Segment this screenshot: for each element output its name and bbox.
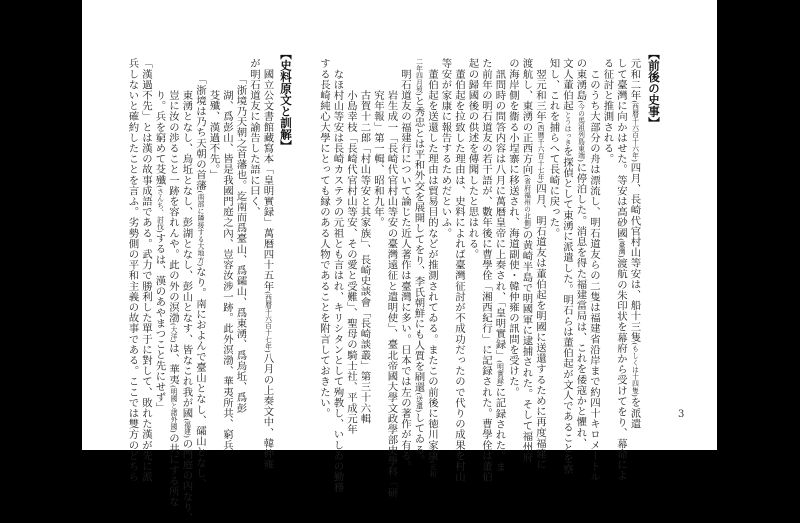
annotation-note: 二年四月歿) — [414, 58, 423, 96]
text-column — [358, 58, 371, 424]
text-run: 翌元和三年 — [534, 58, 546, 122]
text-run: 古賀十二郎「村山等安と其家族」、長崎史談會「長崎談叢」第三十六輯 — [358, 58, 371, 424]
text-column — [153, 58, 166, 413]
text-column — [412, 58, 425, 465]
text-run: り。兵を窮めて芟殲 — [153, 58, 166, 186]
annotation-note: (福建) — [182, 418, 191, 439]
document-page — [82, 0, 717, 523]
text-column — [439, 58, 452, 238]
annotation-note: (省府福州の北側) — [522, 174, 531, 230]
text-column — [180, 58, 193, 523]
text-run: の門庭の內なり、 — [180, 438, 193, 523]
annotation-note: (送還) — [414, 392, 423, 413]
annotation-note: (南部に隣接する大地方) — [196, 190, 204, 267]
text-column — [601, 58, 614, 164]
text-run: 起の歸國後の供述を傳聞したと思はれる。 — [466, 58, 479, 260]
section-heading-source: 【史料原文と訓解】 — [279, 48, 293, 152]
text-column — [126, 58, 139, 482]
text-column — [520, 58, 533, 463]
text-run: 訊問時の問答内容は八月に萬暦皇帝に上奏され、「皇明實録」 — [493, 58, 506, 361]
annotation-note: (西暦千六百十七年) — [536, 121, 544, 184]
text-column — [628, 58, 641, 429]
annotation-note: (今の馬祖列島東端) — [576, 100, 585, 163]
text-run: 文人董伯起 — [561, 58, 573, 111]
text-run: が明石道友に諭告した語に曰く、 — [248, 58, 260, 217]
text-run: 小島幸枝「長崎代官村山等安、その愛と受難」、聖母の騎士社、平成元年 — [345, 58, 357, 435]
text-column — [493, 58, 506, 472]
text-run: 東湧となし、烏坵となし、彭湖となし、彭山となす、皆なこれ我が國 — [180, 58, 193, 419]
text-run: 明石道友の福建行について論じた近人著作は臺灣に多い。日本では左の著作が有る。 — [399, 58, 411, 472]
text-column — [398, 58, 411, 471]
text-column — [234, 58, 247, 413]
text-run: は、華夷 — [167, 342, 179, 386]
text-run: の東湧島 — [574, 58, 587, 101]
text-run: る征討と推測される。 — [601, 58, 614, 164]
text-run: の海岸側を衞る小埕寨に移送され、海道副使・韓仲雍の訊問を受けた。 — [507, 58, 519, 398]
text-run: して臺灣に向かはせた。等安は高砂國 — [615, 58, 627, 239]
text-run: た前年の明石道友の若干語が、數年後に曹學佺「湘西紀行」に記録された。曹學佺は董伯 — [480, 58, 492, 482]
annotation-note: (西暦千六百十六年) — [630, 100, 639, 163]
text-run: に停泊した。消息を得た福建當局は、これを倭寇かと懼れ、 — [574, 162, 587, 449]
text-run: の黄崎半島で明國軍に逮捕された。そして福州府 — [520, 229, 533, 463]
text-run: 董伯起を拉致した理由は、史料によれば臺灣征討が不成功だったので代りの成果を村山 — [453, 58, 465, 482]
annotation-note: (明國と諸外國) — [169, 385, 177, 433]
text-column — [207, 58, 220, 180]
text-column — [317, 58, 330, 418]
annotation-note: (もしくは十四隻) — [630, 342, 639, 398]
text-run: 國立公文書館藏寫本「皇明實録」萬暦四十五年 — [261, 58, 274, 292]
annotation-note: (西暦千六百十七年) — [263, 291, 272, 353]
text-run: を探偵として東湧に派遣した。明石らは董伯起が文人であることを察 — [561, 146, 573, 475]
section-heading-history: 【前後の史事】 — [647, 48, 661, 129]
text-run: なほ村山等安は長崎カステラの元祖とも言はれ、キリシタンとして殉教し、いしゐの勤務 — [331, 58, 344, 493]
text-run: このうち大部分の舟は漂流し、明石道友らの二隻は福建省沿岸まで約四十キロメートル — [588, 58, 600, 482]
text-run: する長崎純心大學にとっても縁のある人物であることを附言しておきたい。 — [318, 58, 330, 419]
text-column — [574, 58, 587, 448]
text-column — [547, 58, 560, 238]
text-column — [247, 58, 260, 217]
text-run: 四月、明石道友は董伯起を明國に送還するために再度福建に — [534, 183, 546, 470]
text-run: に記録された。ま — [493, 386, 506, 472]
text-column — [166, 58, 179, 507]
annotation-note: (さんち、討伐) — [155, 185, 164, 233]
text-run: 「浙境は乃ち天朝の首藩 — [194, 58, 206, 191]
text-column — [452, 58, 465, 482]
text-column — [425, 58, 438, 478]
annotation-note: (明實録) — [495, 360, 504, 387]
text-column — [560, 58, 573, 475]
text-column — [587, 58, 600, 482]
text-run: なり。南におよんで臺山となし、礵山となし、 — [194, 266, 206, 489]
text-run: と秀忠とは平和外交を展開してをり、李氏朝鮮にも人質を刷還 — [412, 95, 425, 393]
annotation-note: とうはっき — [563, 111, 571, 146]
text-run: 究年報」第一輯、昭和九年。 — [372, 58, 384, 228]
text-column — [220, 58, 233, 450]
text-run: 渡航の朱印状を幕府から受けてをり、幕命によ — [615, 257, 627, 481]
text-run: してゐる。 — [412, 412, 425, 466]
text-column — [506, 58, 519, 397]
text-run: を派遣 — [628, 397, 641, 429]
text-column — [193, 58, 206, 489]
annotation-note: (臺灣) — [617, 238, 625, 258]
text-run: 四月、長崎代官村山等安は、船十三隻 — [628, 162, 641, 343]
text-column — [533, 58, 546, 470]
text-run: 湖、爲彭山、皆是我國門庭之內、豈容汝涉一跡。此外溟渤、華夷所共、窮兵 — [221, 58, 233, 451]
text-run: 芟殲、漢過不先。」 — [207, 58, 220, 180]
text-run: の共にする所な — [167, 432, 179, 508]
text-column — [139, 58, 152, 482]
text-column — [479, 58, 492, 482]
text-run: 「漢過不先」とは漢の故事成語である。武力で勝利した單于に對して、敗れた漢が先に派 — [140, 58, 152, 482]
text-column — [614, 58, 627, 481]
text-run: 知し、これを捕らへて長崎に戻った。 — [547, 58, 560, 239]
text-run: 兵しないと確約したことを言ふ。劣勢側の平和主義の故事である。ここでは雙方のどちら — [126, 58, 139, 482]
text-column — [385, 58, 398, 498]
text-run: 八月の上奏文中、韓仲雍 — [261, 352, 274, 470]
text-column — [466, 58, 479, 259]
text-column — [331, 58, 344, 493]
text-run: 元和二年 — [628, 58, 641, 101]
text-run: するは、漢のあやまつこと先にせず」 — [153, 232, 166, 414]
text-column — [261, 58, 274, 470]
page-number: 3 — [678, 409, 685, 420]
text-run: 董伯起を送還した理由は貿易目的などが推測されてゐる。またこの前後に徳川家康 — [426, 58, 438, 461]
text-run: 岩生成一「長崎代官村山等安の臺灣遠征と遣明使」、臺北帝國大學文政學部史學科「研 — [385, 58, 398, 498]
annotation-note: (元和 — [428, 460, 436, 478]
text-run: 「浙境乃天朝之首藩也。迄南而爲臺山、爲礵山、爲東湧、爲烏坵、爲彭 — [234, 58, 247, 414]
text-run: 豈に汝の渉ること一跡を容れんや。此の外の溟渤 — [167, 58, 179, 323]
annotation-note: (大洋) — [169, 323, 177, 343]
text-column — [344, 58, 357, 434]
text-run: 等安が家康に報告するためだといふ。 — [439, 58, 452, 239]
text-run: 渡航し、東湧の正西方向 — [520, 58, 533, 175]
text-column — [371, 58, 384, 228]
